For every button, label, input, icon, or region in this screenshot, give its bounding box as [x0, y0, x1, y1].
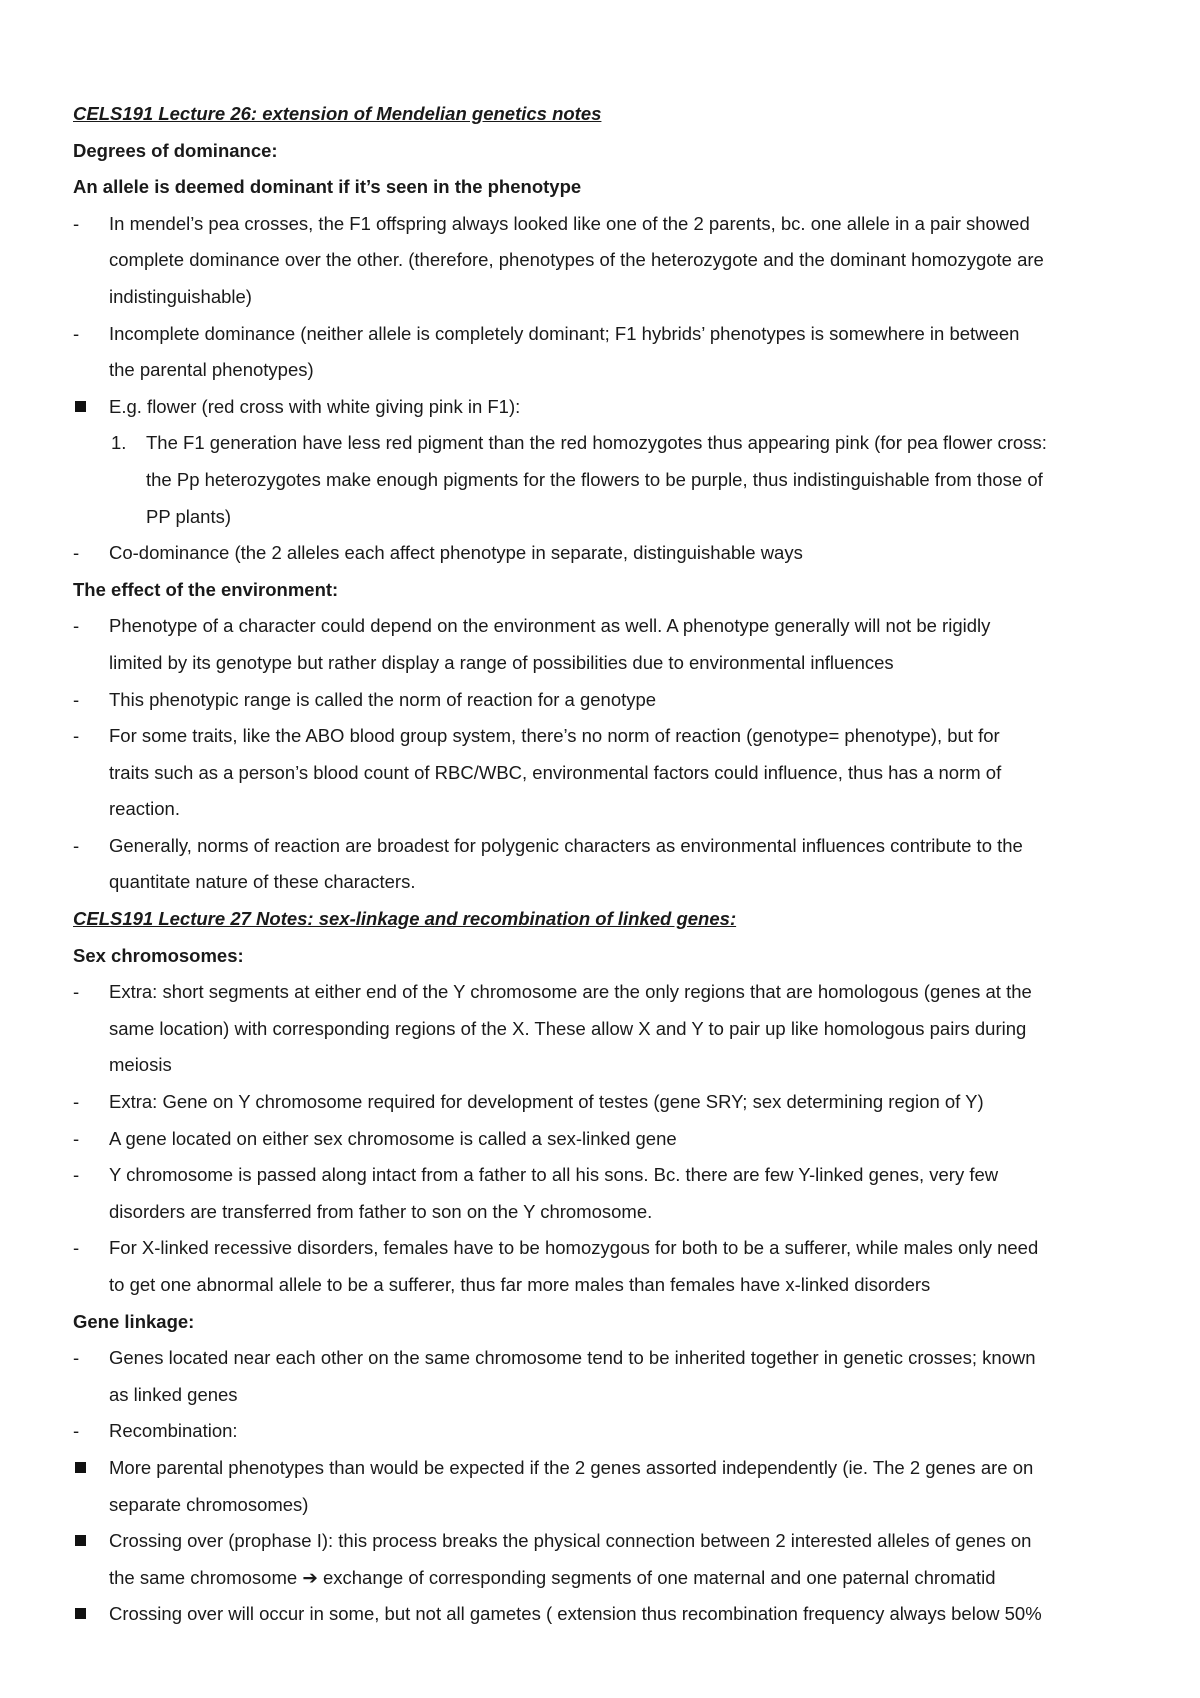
list-item-continuation: the same chromosome ➔ exchange of corresponding segments of one maternal and one paternal chromatid [109, 1566, 996, 1588]
list-item-continuation: the parental phenotypes) [109, 359, 314, 381]
document-page [73, 96, 1153, 1633]
list-item: - Recombination: [73, 1413, 1153, 1450]
square-bullet-icon [75, 1608, 86, 1619]
list-item: - Incomplete dominance (neither allele is completely dominant; F1 hybrids’ phenotypes is somewhere in between [73, 316, 1153, 353]
list-item-continuation: as linked genes [109, 1383, 238, 1405]
list-item-continuation: indistinguishable) [109, 285, 252, 307]
list-item-continuation: traits such as a person’s blood count of RBC/WBC, environmental factors could influence, thus has a norm of [109, 761, 1002, 783]
dash-bullet: - [73, 1091, 80, 1113]
gene-linkage-heading: Gene linkage: [73, 1310, 195, 1332]
dash-bullet: - [73, 1127, 80, 1149]
list-item: Crossing over will occur in some, but not all gametes ( extension thus recombination frequency always below 50% [73, 1596, 1153, 1633]
list-item: - This phenotypic range is called the norm of reaction for a genotype [73, 682, 1153, 719]
list-item: - Phenotype of a character could depend on the environment as well. A phenotype generally will not be rigidly [73, 608, 1153, 645]
list-item-continuation: meiosis [109, 1054, 172, 1076]
numbered-item-continuation: PP plants) [146, 505, 232, 527]
sex-chromosomes-heading: Sex chromosomes: [73, 944, 244, 966]
list-item: - Generally, norms of reaction are broadest for polygenic characters as environmental influences contribute to the [73, 828, 1153, 865]
list-item: - A gene located on either sex chromosome is called a sex-linked gene [73, 1121, 1153, 1158]
dash-bullet: - [73, 981, 80, 1003]
dash-bullet: - [73, 542, 80, 564]
numbered-item: 1. The F1 generation have less red pigment than the red homozygotes thus appearing pink (for pea flower cross: [73, 425, 1153, 462]
list-item: More parental phenotypes than would be expected if the 2 genes assorted independently (ie. The 2 genes are on [73, 1450, 1153, 1487]
lecture27-title: CELS191 Lecture 27 Notes: sex-linkage and recombination of linked genes: [73, 908, 737, 930]
numbered-item-continuation: the Pp heterozygotes make enough pigments for the flowers to be purple, thus indistinguishable from those of [146, 468, 1043, 490]
list-item-continuation: same location) with corresponding regions of the X. These allow X and Y to pair up like homologous pairs during [109, 1017, 1027, 1039]
dash-bullet: - [73, 1164, 80, 1186]
list-item: - Genes located near each other on the same chromosome tend to be inherited together in genetic crosses; known [73, 1340, 1153, 1377]
dash-bullet: - [73, 322, 80, 344]
dash-bullet: - [73, 1347, 80, 1369]
list-item: E.g. flower (red cross with white giving pink in F1): [73, 389, 1153, 426]
dash-bullet: - [73, 212, 80, 234]
list-item: - For X-linked recessive disorders, females have to be homozygous for both to be a sufferer, while males only need [73, 1230, 1153, 1267]
square-bullet-icon [75, 401, 86, 412]
list-item-continuation: to get one abnormal allele to be a sufferer, thus far more males than females have x-linked disorders [109, 1274, 931, 1295]
list-item-continuation: reaction. [109, 798, 180, 820]
dash-bullet: - [73, 615, 80, 637]
list-item-continuation: separate chromosomes) [109, 1493, 309, 1515]
dash-bullet: - [73, 688, 80, 710]
list-item-continuation: quantitate nature of these characters. [109, 871, 416, 893]
item-number: 1. [111, 432, 127, 454]
list-item: - In mendel’s pea crosses, the F1 offspring always looked like one of the 2 parents, bc. one allele in a pair showed [73, 206, 1153, 243]
list-item-continuation: disorders are transferred from father to son on the Y chromosome. [109, 1200, 653, 1222]
dash-bullet: - [73, 1420, 80, 1442]
list-item: Crossing over (prophase I): this process breaks the physical connection between 2 interested alleles of genes on [73, 1523, 1153, 1560]
list-item: - Extra: short segments at either end of the Y chromosome are the only regions that are homologous (genes at the [73, 974, 1153, 1011]
square-bullet-icon [75, 1462, 86, 1473]
list-item-continuation: limited by its genotype but rather display a range of possibilities due to environmental influences [109, 651, 894, 673]
list-item-continuation: complete dominance over the other. (therefore, phenotypes of the heterozygote and the dominant homozygote are [109, 249, 1044, 271]
dash-bullet: - [73, 1237, 80, 1259]
dominant-statement: An allele is deemed dominant if it’s seen in the phenotype [73, 176, 582, 198]
list-item: - For some traits, like the ABO blood group system, there’s no norm of reaction (genotype= phenotype), but for [73, 718, 1153, 755]
lecture26-title: CELS191 Lecture 26: extension of Mendelian genetics notes [73, 103, 602, 124]
environment-heading: The effect of the environment: [73, 578, 339, 600]
list-item: - Y chromosome is passed along intact from a father to all his sons. Bc. there are few Y-linked genes, very few [73, 1157, 1153, 1194]
arrow-right-icon: ➔ [302, 1566, 318, 1588]
square-bullet-icon [75, 1535, 86, 1546]
dash-bullet: - [73, 725, 80, 747]
dash-bullet: - [73, 834, 80, 856]
dominance-heading: Degrees of dominance: [73, 139, 278, 161]
list-item: - Co-dominance (the 2 alleles each affect phenotype in separate, distinguishable ways [73, 535, 1153, 572]
list-item: - Extra: Gene on Y chromosome required for development of testes (gene SRY; sex determining region of Y) [73, 1084, 1153, 1121]
